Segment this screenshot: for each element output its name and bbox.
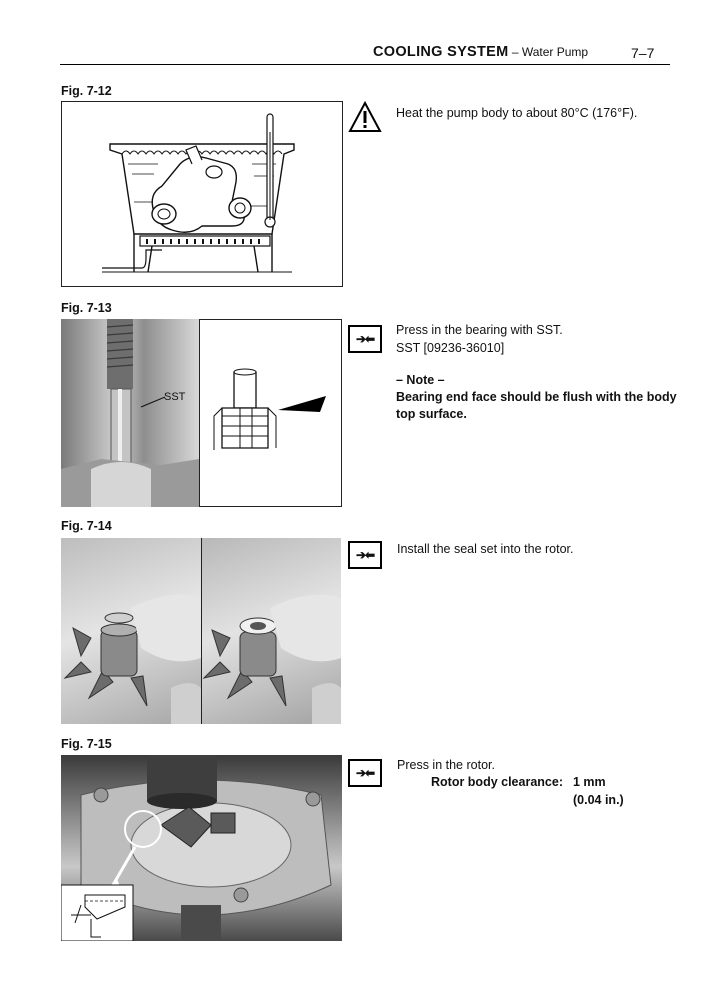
subsection-name: – Water Pump bbox=[508, 45, 589, 59]
sst-callout: SST bbox=[164, 391, 186, 403]
fig-7-14-label: Fig. 7-14 bbox=[61, 519, 112, 533]
rotor-press-photo bbox=[61, 755, 342, 941]
note-line-2: top surface. bbox=[396, 407, 467, 421]
seal-set-photo-right bbox=[202, 538, 341, 724]
fig-7-15-label: Fig. 7-15 bbox=[61, 737, 112, 751]
step-3-text: Install the seal set into the rotor. bbox=[397, 542, 574, 556]
rotor-clearance-value-imperial: (0.04 in.) bbox=[573, 793, 624, 807]
page-number: 7–7 bbox=[631, 45, 655, 61]
rotor-clearance-label: Rotor body clearance: bbox=[431, 775, 563, 789]
bearing-press-photo bbox=[61, 319, 199, 507]
bearing-flush-drawing bbox=[199, 319, 342, 507]
header-rule bbox=[60, 64, 670, 65]
fig-7-13-label: Fig. 7-13 bbox=[61, 301, 112, 315]
step-1-text: Heat the pump body to about 80°C (176°F). bbox=[396, 106, 638, 120]
step-2-line-1: Press in the bearing with SST. bbox=[396, 323, 563, 337]
section-title bbox=[373, 44, 588, 60]
fig-7-13-composite bbox=[61, 319, 342, 507]
fig-7-12-label: Fig. 7-12 bbox=[61, 84, 112, 98]
warning-triangle-icon bbox=[348, 101, 382, 138]
heated-tank-drawing bbox=[62, 102, 342, 286]
section-name: COOLING SYSTEM bbox=[373, 44, 509, 60]
fig-7-14-photo bbox=[61, 538, 341, 724]
step-2-line-2: SST [09236-36010] bbox=[396, 341, 505, 355]
fig-7-12-illustration bbox=[61, 101, 343, 287]
seal-set-photo-left bbox=[61, 538, 201, 724]
press-in-arrows-icon: ➔⬅ bbox=[348, 325, 382, 353]
press-in-arrows-icon: ➔⬅ bbox=[348, 759, 382, 787]
step-4-text: Press in the rotor. bbox=[397, 758, 495, 772]
note-title: – Note – bbox=[396, 373, 445, 387]
note-line-1: Bearing end face should be flush with the body bbox=[396, 390, 677, 404]
press-in-arrows-icon: ➔⬅ bbox=[348, 541, 382, 569]
rotor-clearance-value: 1 mm bbox=[573, 775, 606, 789]
